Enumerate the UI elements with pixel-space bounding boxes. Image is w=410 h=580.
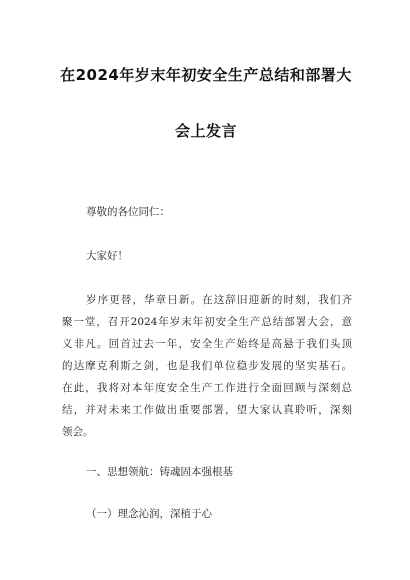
paragraph-line: 在此，我将对本年度安全生产工作进行全面回顾与深刻总 [62, 382, 352, 394]
document-title-line-2: 会上发言 [174, 122, 237, 140]
greeting: 大家好！ [86, 250, 128, 262]
paragraph-line: 领会。 [62, 426, 94, 438]
section-heading: 一、思想领航：铸魂固本强根基 [86, 466, 233, 478]
subsection-heading: （一）理念沁润，深植于心 [86, 508, 212, 520]
paragraph-line: 义非凡。回首过去一年，安全生产始终是高悬于我们头顶 [62, 338, 352, 350]
paragraph-line: 的达摩克利斯之剑，也是我们单位稳步发展的坚实基石。 [62, 360, 352, 372]
paragraph-line: 结，并对未来工作做出重要部署，望大家认真聆听，深刻 [62, 404, 352, 416]
paragraph-line: 岁序更替，华章日新。在这辞旧迎新的时刻，我们齐 [86, 294, 352, 306]
salutation: 尊敬的各位同仁： [86, 206, 170, 218]
paragraph-line: 聚一堂，召开2024年岁末年初安全生产总结部署大会，意 [62, 316, 352, 328]
document-title-line-1: 在2024年岁末年初安全生产总结和部署大 [60, 66, 352, 84]
